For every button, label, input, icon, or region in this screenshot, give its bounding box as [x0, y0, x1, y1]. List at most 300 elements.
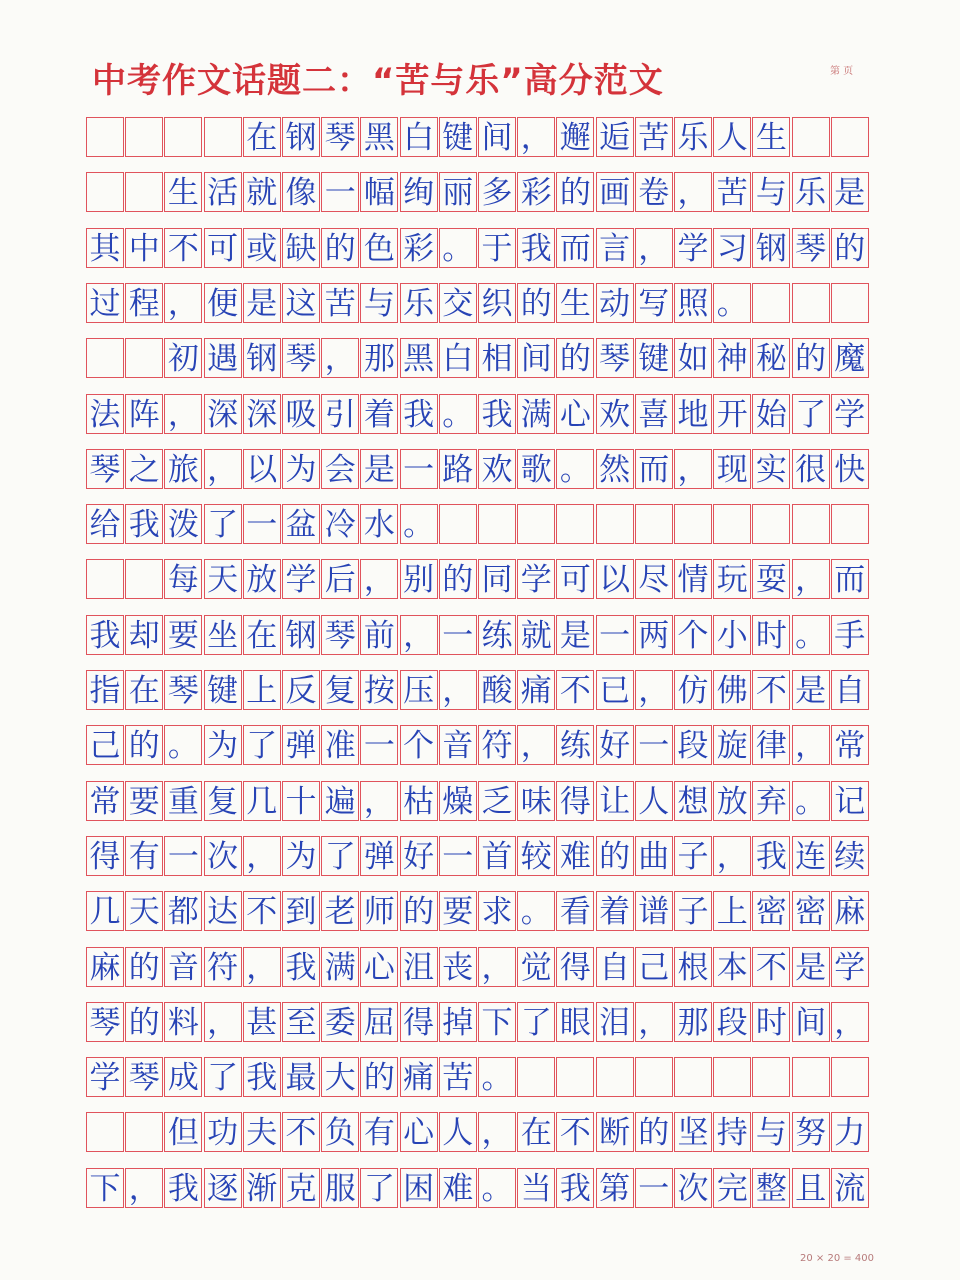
grid-cell: 。: [439, 228, 477, 268]
grid-cell: [792, 1057, 830, 1097]
grid-cell: ，: [204, 1002, 242, 1042]
grid-cell: 交: [439, 283, 477, 323]
grid-cell: 。: [439, 394, 477, 434]
grid-cell: 卷: [635, 172, 673, 212]
grid-cell: 而: [635, 449, 673, 489]
grid-cell: 到: [282, 891, 320, 931]
grid-cell: 时: [752, 1002, 790, 1042]
grid-cell: 生: [164, 172, 202, 212]
grid-cell: 持: [713, 1112, 751, 1152]
grid-cell: 为: [282, 449, 320, 489]
grid-cell: [125, 338, 163, 378]
grid-cell: 弃: [752, 781, 790, 821]
grid-cell: 前: [360, 615, 398, 655]
grid-cell: 初: [164, 338, 202, 378]
grid-row: [86, 559, 870, 601]
grid-cell: 下: [478, 1002, 516, 1042]
grid-cell: 服: [321, 1168, 359, 1208]
grid-cell: [831, 117, 869, 157]
grid-cell: 天: [204, 559, 242, 599]
grid-cell: 学: [831, 947, 869, 987]
grid-cell: 为: [282, 836, 320, 876]
grid-cell: 老: [321, 891, 359, 931]
grid-cell: ，: [517, 117, 555, 157]
grid-cell: 是: [831, 172, 869, 212]
grid-cell: 按: [360, 670, 398, 710]
grid-cell: 第: [596, 1168, 634, 1208]
grid-cell: 琴: [321, 615, 359, 655]
grid-cell: 要: [164, 615, 202, 655]
grid-cell: 夫: [243, 1112, 281, 1152]
grid-cell: 人: [713, 117, 751, 157]
grid-cell: ，: [635, 670, 673, 710]
grid-cell: [831, 283, 869, 323]
grid-cell: 言: [596, 228, 634, 268]
grid-cell: 密: [752, 891, 790, 931]
grid-cell: 中: [125, 228, 163, 268]
grid-cell: 了: [360, 1168, 398, 1208]
grid-cell: 难: [556, 836, 594, 876]
grid-row: [86, 1002, 870, 1044]
grid-cell: 了: [243, 725, 281, 765]
grid-cell: 色: [360, 228, 398, 268]
grid-cell: 己: [635, 947, 673, 987]
grid-cell: [86, 117, 124, 157]
grid-cell: 两: [635, 615, 673, 655]
grid-cell: 谱: [635, 891, 673, 931]
grid-cell: 。: [478, 1168, 516, 1208]
grid-cell: 喜: [635, 394, 673, 434]
grid-cell: 时: [752, 615, 790, 655]
grid-cell: 天: [125, 891, 163, 931]
grid-cell: 且: [792, 1168, 830, 1208]
grid-cell: 始: [752, 394, 790, 434]
grid-cell: 幅: [360, 172, 398, 212]
grid-cell: 的: [556, 172, 594, 212]
grid-cell: 以: [596, 559, 634, 599]
grid-cell: 白: [400, 117, 438, 157]
grid-cell: 活: [204, 172, 242, 212]
grid-cell: [86, 172, 124, 212]
grid-cell: 遇: [204, 338, 242, 378]
grid-cell: 不: [164, 228, 202, 268]
grid-cell: 与: [360, 283, 398, 323]
grid-cell: [125, 117, 163, 157]
grid-cell: 有: [360, 1112, 398, 1152]
grid-cell: 我: [400, 394, 438, 434]
grid-cell: 在: [243, 117, 281, 157]
grid-cell: 神: [713, 338, 751, 378]
grid-cell: 觉: [517, 947, 555, 987]
grid-cell: ，: [164, 394, 202, 434]
grid-row: [86, 1112, 870, 1154]
grid-cell: 要: [125, 781, 163, 821]
grid-cell: 看: [556, 891, 594, 931]
grid-cell: 多: [478, 172, 516, 212]
grid-cell: 学: [517, 559, 555, 599]
grid-cell: [752, 283, 790, 323]
grid-cell: 的: [360, 1057, 398, 1097]
grid-cell: 是: [360, 449, 398, 489]
grid-cell: 一: [635, 725, 673, 765]
grid-cell: 深: [243, 394, 281, 434]
grid-cell: ，: [360, 781, 398, 821]
grid-cell: 键: [635, 338, 673, 378]
grid-cell: ，: [713, 836, 751, 876]
grid-cell: 了: [321, 836, 359, 876]
grid-row: [86, 1057, 870, 1099]
grid-cell: 琴: [792, 228, 830, 268]
grid-row: [86, 1168, 870, 1210]
grid-cell: 大: [321, 1057, 359, 1097]
grid-cell: 那: [360, 338, 398, 378]
grid-cell: 给: [86, 504, 124, 544]
grid-cell: [831, 1057, 869, 1097]
grid-cell: 。: [164, 725, 202, 765]
grid-cell: 要: [439, 891, 477, 931]
grid-cell: 练: [478, 615, 516, 655]
grid-cell: 实: [752, 449, 790, 489]
grid-cell: 个: [674, 615, 712, 655]
grid-cell: 泪: [596, 1002, 634, 1042]
grid-cell: 相: [478, 338, 516, 378]
grid-cell: 沮: [400, 947, 438, 987]
grid-cell: 力: [831, 1112, 869, 1152]
grid-cell: 的: [831, 228, 869, 268]
grid-cell: 弹: [282, 725, 320, 765]
grid-cell: 逐: [204, 1168, 242, 1208]
grid-cell: 的: [125, 1002, 163, 1042]
grid-cell: 苦: [321, 283, 359, 323]
grid-cell: [86, 338, 124, 378]
grid-cell: 在: [125, 670, 163, 710]
grid-cell: 学: [831, 394, 869, 434]
grid-cell: 不: [752, 670, 790, 710]
grid-cell: 渐: [243, 1168, 281, 1208]
grid-cell: 佛: [713, 670, 751, 710]
grid-cell: 个: [400, 725, 438, 765]
grid-cell: 可: [204, 228, 242, 268]
grid-cell: [792, 283, 830, 323]
grid-cell: 魔: [831, 338, 869, 378]
grid-cell: 乐: [400, 283, 438, 323]
grid-cell: 。: [792, 781, 830, 821]
grid-cell: ，: [478, 947, 516, 987]
grid-row: [86, 891, 870, 933]
grid-cell: 苦: [635, 117, 673, 157]
grid-cell: 以: [243, 449, 281, 489]
grid-cell: 一: [400, 449, 438, 489]
grid-cell: 是: [792, 947, 830, 987]
grid-cell: 一: [164, 836, 202, 876]
grid-cell: 一: [596, 615, 634, 655]
grid-cell: 曲: [635, 836, 673, 876]
grid-cell: 了: [204, 1057, 242, 1097]
grid-cell: 琴: [125, 1057, 163, 1097]
grid-cell: [792, 117, 830, 157]
grid-cell: 坐: [204, 615, 242, 655]
grid-cell: 常: [86, 781, 124, 821]
grid-cell: 便: [204, 283, 242, 323]
grid-cell: 我: [164, 1168, 202, 1208]
grid-cell: 我: [556, 1168, 594, 1208]
grid-cell: 开: [713, 394, 751, 434]
grid-cell: 逅: [596, 117, 634, 157]
grid-cell: [86, 559, 124, 599]
grid-cell: 断: [596, 1112, 634, 1152]
grid-cell: 我: [517, 228, 555, 268]
grid-cell: 欢: [478, 449, 516, 489]
grid-cell: 可: [556, 559, 594, 599]
grid-cell: 的: [517, 283, 555, 323]
grid-cell: 我: [478, 394, 516, 434]
grid-cell: 味: [517, 781, 555, 821]
grid-cell: 琴: [86, 1002, 124, 1042]
grid-cell: 小: [713, 615, 751, 655]
grid-cell: 记: [831, 781, 869, 821]
grid-cell: 人: [635, 781, 673, 821]
grid-cell: 本: [713, 947, 751, 987]
grid-cell: 后: [321, 559, 359, 599]
grid-cell: 在: [517, 1112, 555, 1152]
grid-cell: 欢: [596, 394, 634, 434]
grid-cell: 深: [204, 394, 242, 434]
grid-cell: [164, 117, 202, 157]
grid-cell: [125, 172, 163, 212]
grid-cell: 满: [517, 394, 555, 434]
grid-cell: 上: [713, 891, 751, 931]
grid-cell: 子: [674, 891, 712, 931]
grid-cell: 当: [517, 1168, 555, 1208]
grid-cell: 遍: [321, 781, 359, 821]
grid-cell: 符: [478, 725, 516, 765]
grid-cell: 了: [204, 504, 242, 544]
grid-cell: [204, 117, 242, 157]
grid-cell: 想: [674, 781, 712, 821]
grid-cell: 乐: [674, 117, 712, 157]
grid-cell: 己: [86, 725, 124, 765]
grid-row: [86, 394, 870, 436]
grid-cell: 根: [674, 947, 712, 987]
grid-row: [86, 172, 870, 214]
grid-cell: 而: [831, 559, 869, 599]
grid-cell: 琴: [86, 449, 124, 489]
grid-cell: 复: [204, 781, 242, 821]
grid-cell: ，: [674, 172, 712, 212]
grid-cell: 了: [517, 1002, 555, 1042]
grid-cell: 冷: [321, 504, 359, 544]
grid-cell: [674, 1057, 712, 1097]
grid-cell: 枯: [400, 781, 438, 821]
grid-cell: 麻: [831, 891, 869, 931]
grid-cell: 心: [360, 947, 398, 987]
manuscript-grid: [86, 117, 870, 1223]
grid-row: [86, 504, 870, 546]
grid-cell: 间: [517, 338, 555, 378]
grid-cell: [556, 1057, 594, 1097]
grid-cell: 的: [596, 836, 634, 876]
grid-cell: 连: [792, 836, 830, 876]
grid-cell: 会: [321, 449, 359, 489]
grid-cell: 动: [596, 283, 634, 323]
grid-cell: 负: [321, 1112, 359, 1152]
grid-cell: 完: [713, 1168, 751, 1208]
grid-cell: 放: [243, 559, 281, 599]
grid-cell: 钢: [282, 615, 320, 655]
grid-cell: 引: [321, 394, 359, 434]
grid-cell: ，: [792, 725, 830, 765]
grid-row: [86, 228, 870, 270]
grid-cell: [831, 504, 869, 544]
grid-cell: 眼: [556, 1002, 594, 1042]
grid-cell: 得: [556, 781, 594, 821]
grid-cell: ，: [831, 1002, 869, 1042]
grid-cell: 程: [125, 283, 163, 323]
grid-cell: 不: [752, 947, 790, 987]
grid-cell: 绚: [400, 172, 438, 212]
grid-cell: 克: [282, 1168, 320, 1208]
grid-cell: 之: [125, 449, 163, 489]
grid-cell: 苦: [713, 172, 751, 212]
grid-cell: 满: [321, 947, 359, 987]
grid-cell: 段: [713, 1002, 751, 1042]
grid-cell: 同: [478, 559, 516, 599]
grid-cell: 就: [517, 615, 555, 655]
grid-row: [86, 670, 870, 712]
grid-cell: ，: [125, 1168, 163, 1208]
grid-cell: 的: [321, 228, 359, 268]
grid-row: [86, 947, 870, 989]
grid-cell: [596, 504, 634, 544]
grid-cell: 自: [831, 670, 869, 710]
grid-cell: 我: [752, 836, 790, 876]
grid-row: [86, 283, 870, 325]
grid-cell: [635, 1057, 673, 1097]
grid-cell: 就: [243, 172, 281, 212]
grid-cell: 旅: [164, 449, 202, 489]
grid-cell: 让: [596, 781, 634, 821]
grid-cell: 键: [204, 670, 242, 710]
grid-cell: 间: [792, 1002, 830, 1042]
grid-cell: 整: [752, 1168, 790, 1208]
grid-cell: 别: [400, 559, 438, 599]
grid-cell: 一: [243, 504, 281, 544]
grid-cell: 生: [556, 283, 594, 323]
grid-cell: 几: [86, 891, 124, 931]
grid-row: [86, 449, 870, 491]
grid-cell: 料: [164, 1002, 202, 1042]
grid-cell: [674, 504, 712, 544]
grid-cell: 准: [321, 725, 359, 765]
grid-cell: 盆: [282, 504, 320, 544]
grid-cell: 泼: [164, 504, 202, 544]
grid-cell: 仿: [674, 670, 712, 710]
grid-cell: 黑: [400, 338, 438, 378]
grid-cell: 。: [400, 504, 438, 544]
grid-cell: 心: [400, 1112, 438, 1152]
grid-cell: 练: [556, 725, 594, 765]
grid-cell: 几: [243, 781, 281, 821]
grid-cell: 复: [321, 670, 359, 710]
grid-cell: 的: [635, 1112, 673, 1152]
grid-cell: 续: [831, 836, 869, 876]
grid-cell: 耍: [752, 559, 790, 599]
grid-cell: 很: [792, 449, 830, 489]
grid-cell: 首: [478, 836, 516, 876]
grid-cell: 而: [556, 228, 594, 268]
grid-cell: 钢: [243, 338, 281, 378]
grid-row: [86, 781, 870, 823]
grid-cell: 指: [86, 670, 124, 710]
grid-cell: 是: [243, 283, 281, 323]
grid-cell: 琴: [596, 338, 634, 378]
grid-cell: 音: [164, 947, 202, 987]
grid-cell: 琴: [282, 338, 320, 378]
grid-cell: [125, 1112, 163, 1152]
grid-cell: 与: [752, 172, 790, 212]
grid-cell: ，: [243, 947, 281, 987]
grid-cell: 过: [86, 283, 124, 323]
grid-cell: 琴: [164, 670, 202, 710]
grid-cell: 至: [282, 1002, 320, 1042]
grid-cell: 下: [86, 1168, 124, 1208]
grid-cell: 歌: [517, 449, 555, 489]
grid-cell: 的: [400, 891, 438, 931]
grid-cell: 黑: [360, 117, 398, 157]
grid-cell: 了: [792, 394, 830, 434]
grid-cell: 是: [792, 670, 830, 710]
grid-cell: 现: [713, 449, 751, 489]
grid-cell: 苦: [439, 1057, 477, 1097]
grid-cell: 每: [164, 559, 202, 599]
grid-cell: 流: [831, 1168, 869, 1208]
grid-cell: 如: [674, 338, 712, 378]
grid-cell: 不: [556, 1112, 594, 1152]
grid-cell: 。: [713, 283, 751, 323]
grid-cell: 痛: [400, 1057, 438, 1097]
grid-cell: 着: [596, 891, 634, 931]
grid-cell: 照: [674, 283, 712, 323]
grid-cell: 得: [556, 947, 594, 987]
grid-cell: 委: [321, 1002, 359, 1042]
grid-cell: 子: [674, 836, 712, 876]
grid-cell: 得: [86, 836, 124, 876]
grid-cell: 画: [596, 172, 634, 212]
grid-cell: 丽: [439, 172, 477, 212]
grid-cell: 最: [282, 1057, 320, 1097]
grid-cell: 情: [674, 559, 712, 599]
grid-cell: [713, 504, 751, 544]
grid-cell: 弹: [360, 836, 398, 876]
grid-cell: 的: [125, 725, 163, 765]
grid-cell: 键: [439, 117, 477, 157]
grid-cell: 像: [282, 172, 320, 212]
grid-cell: 秘: [752, 338, 790, 378]
grid-cell: 不: [282, 1112, 320, 1152]
grid-cell: 玩: [713, 559, 751, 599]
grid-cell: 一: [439, 615, 477, 655]
grid-cell: 旋: [713, 725, 751, 765]
grid-cell: 段: [674, 725, 712, 765]
grid-cell: [635, 504, 673, 544]
grid-cell: 是: [556, 615, 594, 655]
grid-cell: 织: [478, 283, 516, 323]
grid-cell: 水: [360, 504, 398, 544]
grid-cell: [713, 1057, 751, 1097]
grid-cell: 缺: [282, 228, 320, 268]
grid-cell: ，: [400, 615, 438, 655]
grid-cell: 着: [360, 394, 398, 434]
